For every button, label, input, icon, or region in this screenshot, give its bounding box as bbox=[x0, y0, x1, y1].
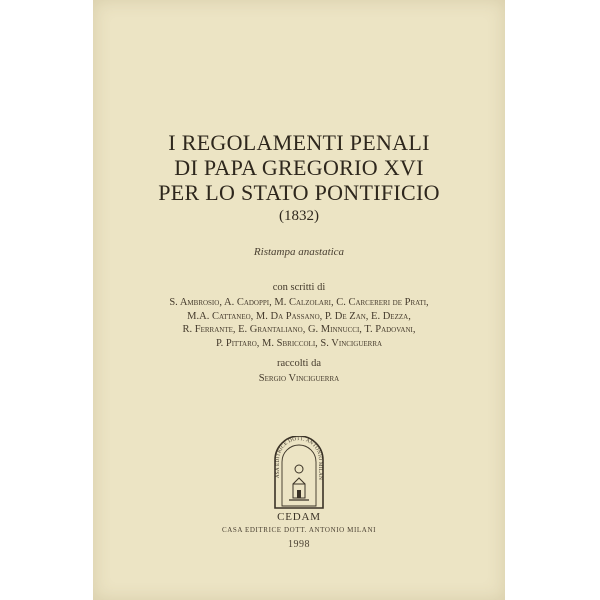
author-line: S. Ambrosio, A. Cadoppi, M. Calzolari, C. Carcereri de Prati, bbox=[169, 297, 429, 308]
title-year: (1832) bbox=[279, 208, 319, 224]
contributors-intro: con scritti di bbox=[272, 282, 326, 293]
author-line: R. Ferrante, E. Grantaliano, G. Minnucci, T. Padovani, bbox=[182, 324, 416, 335]
publisher-name: CEDAM bbox=[277, 511, 321, 523]
book-title bbox=[93, 130, 505, 225]
publisher-full-name: CASA EDITRICE DOTT. ANTONIO MILANI bbox=[221, 526, 377, 534]
title-line-1: I REGOLAMENTI PENALI bbox=[168, 130, 430, 155]
collected-by-label: raccolti da bbox=[276, 358, 321, 369]
editor-name: Sergio Vinciguerra bbox=[258, 373, 340, 384]
title-page bbox=[93, 0, 505, 600]
subtitle: Ristampa anastatica bbox=[253, 246, 345, 258]
title-line-3: PER LO STATO PONTIFICIO bbox=[158, 180, 440, 205]
author-line: M.A. Cattaneo, M. Da Passano, P. De Zan, E. Dezza, bbox=[187, 310, 411, 322]
publisher-seal-icon bbox=[271, 436, 327, 512]
seal-text: ASA EDITRICE DOTT. ANTONIO MILAN bbox=[275, 436, 324, 480]
title-line-2: DI PAPA GREGORIO XVI bbox=[174, 155, 424, 180]
publication-year: 1998 bbox=[288, 539, 310, 550]
author-line: P. Pittaro, M. Sbriccoli, S. Vinciguerra bbox=[215, 337, 383, 349]
author-list bbox=[93, 296, 505, 350]
